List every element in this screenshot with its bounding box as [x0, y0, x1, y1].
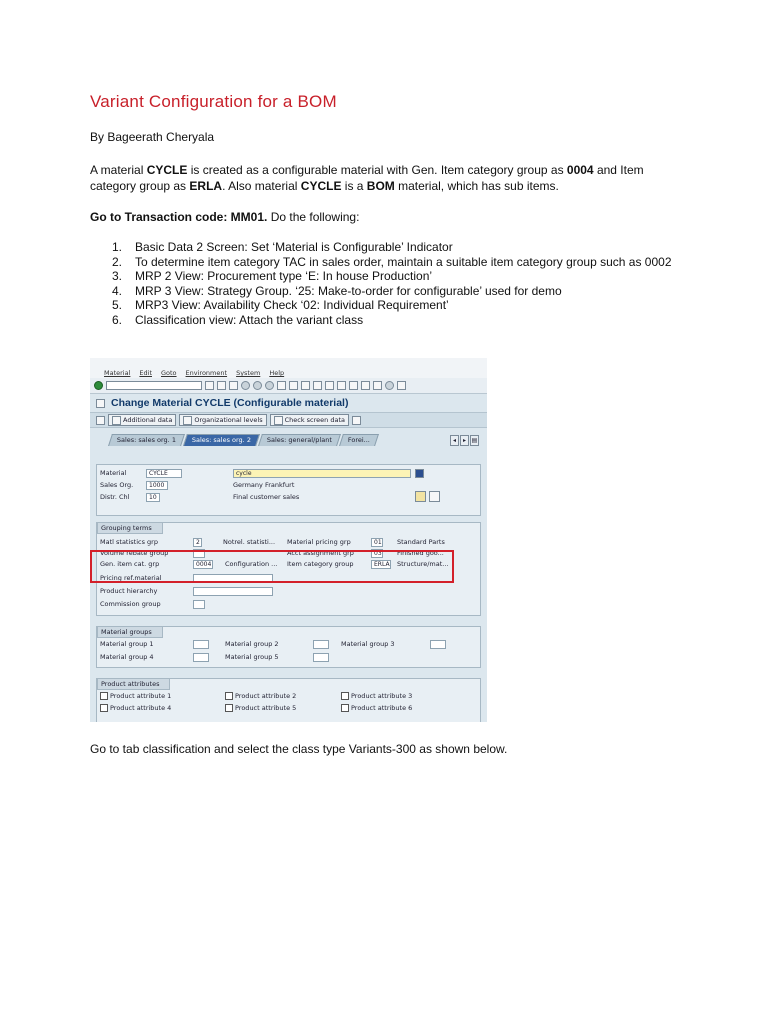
menu-item[interactable]: Environment	[185, 369, 228, 377]
check-icon	[274, 416, 283, 425]
tab-scroll-left-icon[interactable]: ◂	[450, 435, 459, 446]
mat-pricing-desc: Standard Parts	[397, 538, 445, 546]
first-page-icon[interactable]	[313, 381, 322, 390]
org-levels-button[interactable]: Organizational levels	[179, 414, 266, 426]
list-item: 4. MRP 3 View: Strategy Group. ‘25: Make-to-order for configurable’ used for demo	[112, 283, 562, 298]
prod-hier-label: Product hierarchy	[100, 587, 158, 595]
material-group-2-field[interactable]	[313, 640, 329, 649]
exit-icon[interactable]	[253, 381, 262, 390]
material-groups-title: Material groups	[97, 626, 163, 638]
material-group-4-field[interactable]	[193, 653, 209, 662]
highlight-box	[90, 550, 454, 583]
list-item: 3. MRP 2 View: Procurement type ‘E: In house Production’	[112, 269, 433, 283]
info-icon[interactable]	[415, 469, 424, 478]
detail-icon[interactable]	[429, 491, 440, 502]
layout-icon[interactable]	[397, 381, 406, 390]
material-group-5-label: Material group 5	[225, 653, 279, 661]
gen-item-cat-field[interactable]: 0004	[193, 560, 213, 569]
item-cat-desc: Structure/mat...	[397, 560, 449, 568]
matl-stat-field[interactable]: 2	[193, 538, 202, 547]
checkbox[interactable]	[225, 692, 233, 700]
sales-org-field[interactable]: 1000	[146, 481, 168, 490]
item-cat-label: Item category group	[287, 560, 354, 568]
page-title: Variant Configuration for a BOM	[90, 92, 337, 111]
tab-sales-org-2[interactable]: Sales: sales org. 2	[183, 434, 260, 446]
find-icon[interactable]	[289, 381, 298, 390]
checkbox[interactable]	[341, 704, 349, 712]
sap-titlebar	[90, 358, 487, 368]
sap-screenshot	[90, 358, 487, 722]
find-next-icon[interactable]	[301, 381, 310, 390]
grouping-terms-title: Grouping terms	[97, 522, 163, 534]
material-group-1-label: Material group 1	[100, 640, 154, 648]
distr-chl-label: Distr. Chl	[100, 493, 130, 501]
product-attribute-2[interactable]: Product attribute 2	[225, 691, 296, 702]
gen-item-cat-label: Gen. item cat. grp	[100, 560, 160, 568]
product-attribute-6[interactable]: Product attribute 6	[341, 703, 412, 714]
screen-title: Change Material CYCLE (Configurable material)	[111, 397, 349, 409]
save-icon[interactable]	[229, 381, 238, 390]
configuration-label: Configuration ...	[225, 560, 278, 568]
notrel-label: Notrel. statisti...	[223, 538, 276, 546]
tab-strip	[90, 432, 487, 446]
product-attribute-4[interactable]: Product attribute 4	[100, 703, 171, 714]
sales-org-desc: Germany Frankfurt	[233, 481, 295, 489]
select-views-icon[interactable]	[96, 416, 105, 425]
byline: By Bageerath Cheryala	[90, 130, 215, 144]
prev-page-icon[interactable]	[325, 381, 334, 390]
last-page-icon[interactable]	[349, 381, 358, 390]
sales-org-label: Sales Org.	[100, 481, 134, 489]
menu-item[interactable]: Goto	[161, 369, 177, 377]
pricing-ref-label: Pricing ref.material	[100, 574, 162, 582]
additional-data-icon	[112, 416, 121, 425]
menu-item[interactable]: Material	[104, 369, 131, 377]
back-icon[interactable]	[217, 381, 226, 390]
header-panel	[96, 464, 481, 516]
tab-scroll-right-icon[interactable]: ▸	[460, 435, 469, 446]
commission-label: Commission group	[100, 600, 161, 608]
checkbox[interactable]	[225, 704, 233, 712]
material-field[interactable]: CYCLE	[146, 469, 182, 478]
acct-assign-label: Acct assignment grp	[287, 549, 354, 557]
after-screenshot-text: Go to tab classification and select the class type Variants-300 as shown below.	[90, 742, 508, 756]
vol-rebate-label: Volume rebate group	[100, 549, 169, 557]
commission-field[interactable]	[193, 600, 205, 609]
sap-menubar	[90, 368, 487, 378]
product-attribute-1[interactable]: Product attribute 1	[100, 691, 171, 702]
material-group-3-label: Material group 3	[341, 640, 395, 648]
tab-nav-buttons	[450, 435, 479, 446]
menu-item[interactable]: System	[236, 369, 261, 377]
tab-list-icon[interactable]: ▤	[471, 437, 478, 444]
product-attributes-panel	[96, 678, 481, 722]
cancel-icon[interactable]	[265, 381, 274, 390]
print-icon[interactable]	[277, 381, 286, 390]
material-group-3-field[interactable]	[430, 640, 446, 649]
menu-item[interactable]: Edit	[139, 369, 152, 377]
other-data-icon[interactable]	[415, 491, 426, 502]
list-item: 6. Classification view: Attach the variant class	[112, 312, 364, 327]
item-cat-field[interactable]: ERLA	[371, 560, 391, 569]
acct-assign-field[interactable]: 03	[371, 549, 383, 558]
help-icon[interactable]	[385, 381, 394, 390]
list-item: 2. To determine item category TAC in sales order, maintain a suitable item category group such as 0002	[112, 254, 672, 269]
tab-sales-org-1[interactable]: Sales: sales org. 1	[108, 434, 185, 446]
menu-item[interactable]: Help	[269, 369, 285, 377]
matl-stat-label: Matl statistics grp	[100, 538, 158, 546]
steps-list	[90, 240, 680, 327]
checkbox[interactable]	[100, 692, 108, 700]
new-session-icon[interactable]	[361, 381, 370, 390]
tab-sales-general-plant[interactable]: Sales: general/plant	[258, 434, 341, 446]
acct-assign-desc: Finished goo...	[397, 549, 444, 557]
product-attribute-3[interactable]: Product attribute 3	[341, 691, 412, 702]
configurable-material-icon	[96, 399, 105, 408]
org-levels-icon	[183, 416, 192, 425]
mat-pricing-label: Material pricing grp	[287, 538, 351, 546]
goto-instruction: Go to Transaction code: MM01. Do the following:	[90, 210, 360, 224]
material-label: Material	[100, 469, 127, 477]
material-group-5-field[interactable]	[313, 653, 329, 662]
product-attribute-5[interactable]: Product attribute 5	[225, 703, 296, 714]
mat-pricing-field[interactable]: 01	[371, 538, 383, 547]
checkbox[interactable]	[100, 704, 108, 712]
back-nav-icon[interactable]	[241, 381, 250, 390]
dropdown-icon[interactable]	[205, 381, 214, 390]
checkbox[interactable]	[341, 692, 349, 700]
material-group-2-label: Material group 2	[225, 640, 279, 648]
distr-chl-field[interactable]: 10	[146, 493, 160, 502]
intro-paragraph: A material CYCLE is created as a configurable material with Gen. Item category group as 0004 and Item category group as ERLA. Also material CYCLE is a BOM material, which has sub items.	[90, 163, 644, 193]
check-screen-data-button[interactable]: Check screen data	[270, 414, 349, 426]
command-field[interactable]	[106, 381, 202, 390]
list-item: 5. MRP3 View: Availability Check ‘02: Individual Requirement’	[112, 298, 449, 312]
next-page-icon[interactable]	[337, 381, 346, 390]
sap-app-toolbar	[90, 412, 487, 428]
tab-foreign-trade[interactable]: Forei...	[339, 434, 379, 446]
sap-standard-toolbar	[90, 378, 487, 394]
material-groups-panel	[96, 626, 481, 668]
product-attributes-title: Product attributes	[97, 678, 170, 690]
lock-icon[interactable]	[352, 416, 361, 425]
material-description-field[interactable]: cycle	[233, 469, 411, 478]
prod-hier-field[interactable]	[193, 587, 273, 596]
enter-icon[interactable]	[94, 381, 103, 390]
list-item: 1. Basic Data 2 Screen: Set ‘Material is Configurable’ Indicator	[112, 240, 453, 254]
sap-title-row	[90, 394, 487, 412]
additional-data-button[interactable]: Additional data	[108, 414, 176, 426]
shortcut-icon[interactable]	[373, 381, 382, 390]
distr-chl-desc: Final customer sales	[233, 493, 300, 501]
material-group-1-field[interactable]	[193, 640, 209, 649]
material-group-4-label: Material group 4	[100, 653, 154, 661]
